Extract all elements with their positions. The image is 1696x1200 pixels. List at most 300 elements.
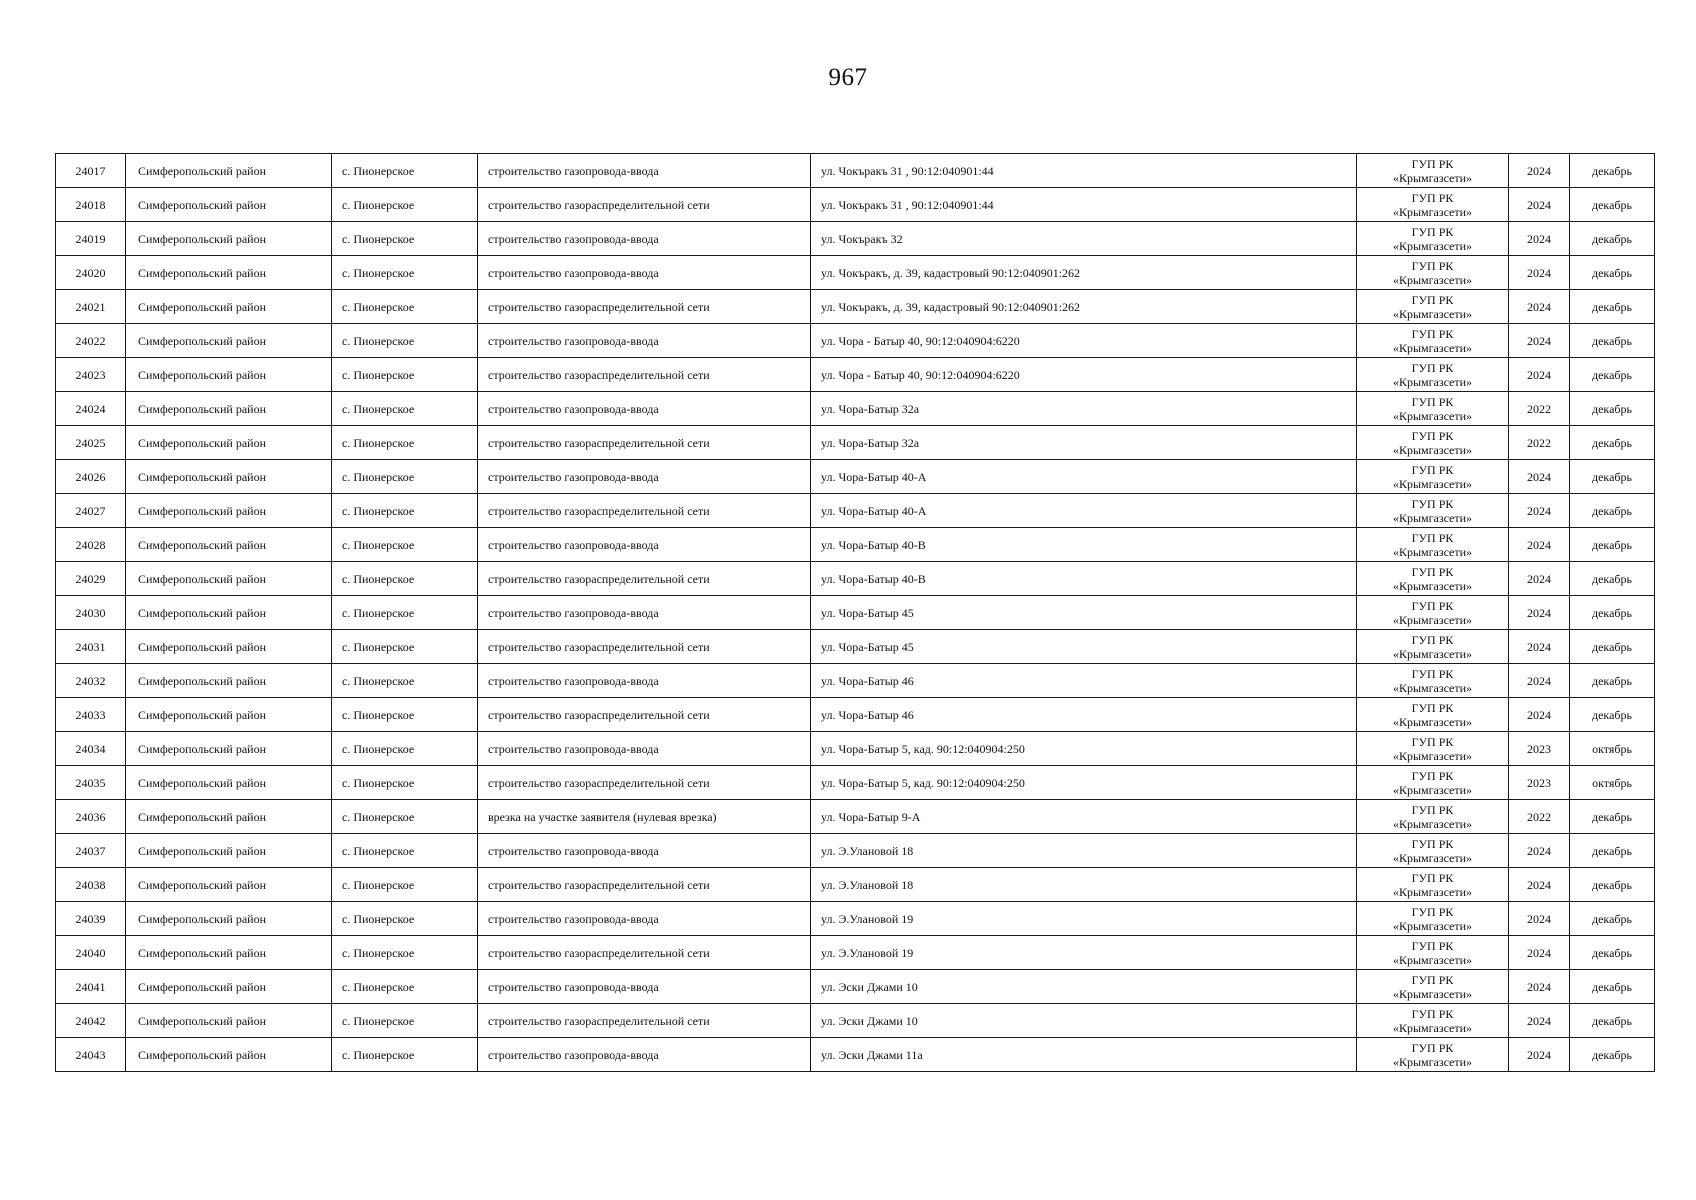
settlement-cell: с. Пионерское	[332, 528, 478, 562]
row-number-cell: 24029	[56, 562, 126, 596]
organization-line-2: «Крымгазсети»	[1392, 884, 1473, 899]
work-type-cell: строительство газопровода-ввода	[478, 970, 811, 1004]
work-type-cell: строительство газораспределительной сети	[478, 1004, 811, 1038]
year-cell: 2024	[1509, 562, 1570, 596]
work-type-cell: строительство газопровода-ввода	[478, 596, 811, 630]
organization-line-2: «Крымгазсети»	[1392, 374, 1473, 389]
address-cell: ул. Чокъракъ 32	[811, 222, 1357, 256]
district-cell: Симферопольский район	[126, 494, 332, 528]
month-cell: декабрь	[1570, 902, 1655, 936]
organization-line-2: «Крымгазсети»	[1392, 544, 1473, 559]
organization-line-2: «Крымгазсети»	[1392, 918, 1473, 933]
work-type-cell: строительство газопровода-ввода	[478, 154, 811, 188]
year-cell: 2024	[1509, 630, 1570, 664]
table-row	[56, 902, 1655, 936]
organization-cell	[1357, 222, 1509, 256]
settlement-cell: с. Пионерское	[332, 460, 478, 494]
month-cell: декабрь	[1570, 460, 1655, 494]
row-number-cell: 24020	[56, 256, 126, 290]
organization-line-2: «Крымгазсети»	[1392, 170, 1473, 185]
work-type-cell: строительство газопровода-ввода	[478, 256, 811, 290]
organization-line-1: ГУП РК	[1411, 734, 1454, 749]
work-type-cell: строительство газопровода-ввода	[478, 222, 811, 256]
row-number-cell: 24042	[56, 1004, 126, 1038]
table-row	[56, 290, 1655, 324]
year-cell: 2024	[1509, 494, 1570, 528]
settlement-cell: с. Пионерское	[332, 358, 478, 392]
district-cell: Симферопольский район	[126, 256, 332, 290]
settlement-cell: с. Пионерское	[332, 630, 478, 664]
organization-line-2: «Крымгазсети»	[1392, 1054, 1473, 1069]
work-type-cell: строительство газопровода-ввода	[478, 392, 811, 426]
settlement-cell: с. Пионерское	[332, 290, 478, 324]
district-cell: Симферопольский район	[126, 562, 332, 596]
work-type-cell: строительство газораспределительной сети	[478, 698, 811, 732]
year-cell: 2022	[1509, 426, 1570, 460]
month-cell: декабрь	[1570, 426, 1655, 460]
district-cell: Симферопольский район	[126, 1004, 332, 1038]
settlement-cell: с. Пионерское	[332, 766, 478, 800]
district-cell: Симферопольский район	[126, 460, 332, 494]
organization-line-2: «Крымгазсети»	[1392, 578, 1473, 593]
organization-line-1: ГУП РК	[1411, 156, 1454, 171]
organization-cell	[1357, 732, 1509, 766]
month-cell: декабрь	[1570, 698, 1655, 732]
organization-cell	[1357, 596, 1509, 630]
month-cell: декабрь	[1570, 630, 1655, 664]
organization-line-2: «Крымгазсети»	[1392, 952, 1473, 967]
organization-cell	[1357, 460, 1509, 494]
year-cell: 2024	[1509, 1004, 1570, 1038]
month-cell: декабрь	[1570, 1004, 1655, 1038]
year-cell: 2024	[1509, 936, 1570, 970]
table-row	[56, 936, 1655, 970]
table-row	[56, 800, 1655, 834]
settlement-cell: с. Пионерское	[332, 800, 478, 834]
row-number-cell: 24038	[56, 868, 126, 902]
work-type-cell: строительство газопровода-ввода	[478, 834, 811, 868]
table-row	[56, 1038, 1655, 1072]
district-cell: Симферопольский район	[126, 290, 332, 324]
row-number-cell: 24040	[56, 936, 126, 970]
settlement-cell: с. Пионерское	[332, 834, 478, 868]
table-row	[56, 664, 1655, 698]
district-cell: Симферопольский район	[126, 426, 332, 460]
address-cell: ул. Чокъракъ, д. 39, кадастровый 90:12:040901:262	[811, 256, 1357, 290]
organization-line-1: ГУП РК	[1411, 462, 1454, 477]
organization-line-1: ГУП РК	[1411, 1040, 1454, 1055]
address-cell: ул. Чора-Батыр 5, кад. 90:12:040904:250	[811, 732, 1357, 766]
organization-line-1: ГУП РК	[1411, 972, 1454, 987]
organization-cell	[1357, 528, 1509, 562]
organization-line-1: ГУП РК	[1411, 700, 1454, 715]
row-number-cell: 24021	[56, 290, 126, 324]
settlement-cell: с. Пионерское	[332, 596, 478, 630]
district-cell: Симферопольский район	[126, 766, 332, 800]
month-cell: декабрь	[1570, 596, 1655, 630]
settlement-cell: с. Пионерское	[332, 324, 478, 358]
month-cell: декабрь	[1570, 188, 1655, 222]
month-cell: декабрь	[1570, 868, 1655, 902]
work-type-cell: строительство газораспределительной сети	[478, 188, 811, 222]
row-number-cell: 24030	[56, 596, 126, 630]
organization-line-2: «Крымгазсети»	[1392, 510, 1473, 525]
row-number-cell: 24018	[56, 188, 126, 222]
table-row	[56, 392, 1655, 426]
year-cell: 2022	[1509, 800, 1570, 834]
work-type-cell: строительство газопровода-ввода	[478, 902, 811, 936]
year-cell: 2024	[1509, 1038, 1570, 1072]
row-number-cell: 24035	[56, 766, 126, 800]
month-cell: декабрь	[1570, 528, 1655, 562]
organization-line-1: ГУП РК	[1411, 496, 1454, 511]
settlement-cell: с. Пионерское	[332, 392, 478, 426]
year-cell: 2024	[1509, 188, 1570, 222]
district-cell: Симферопольский район	[126, 1038, 332, 1072]
gas-works-table	[55, 153, 1655, 1072]
row-number-cell: 24033	[56, 698, 126, 732]
organization-cell	[1357, 800, 1509, 834]
row-number-cell: 24037	[56, 834, 126, 868]
work-type-cell: строительство газораспределительной сети	[478, 494, 811, 528]
settlement-cell: с. Пионерское	[332, 494, 478, 528]
district-cell: Симферопольский район	[126, 154, 332, 188]
year-cell: 2024	[1509, 324, 1570, 358]
address-cell: ул. Чора-Батыр 32а	[811, 392, 1357, 426]
organization-cell	[1357, 358, 1509, 392]
table-row	[56, 188, 1655, 222]
table-row	[56, 494, 1655, 528]
settlement-cell: с. Пионерское	[332, 902, 478, 936]
organization-line-2: «Крымгазсети»	[1392, 476, 1473, 491]
organization-cell	[1357, 188, 1509, 222]
table-row	[56, 256, 1655, 290]
month-cell: декабрь	[1570, 834, 1655, 868]
district-cell: Симферопольский район	[126, 392, 332, 426]
address-cell: ул. Чокъракъ 31 , 90:12:040901:44	[811, 154, 1357, 188]
organization-cell	[1357, 1004, 1509, 1038]
work-type-cell: строительство газопровода-ввода	[478, 324, 811, 358]
organization-line-1: ГУП РК	[1411, 394, 1454, 409]
organization-cell	[1357, 154, 1509, 188]
page-number: 967	[828, 64, 868, 91]
organization-cell	[1357, 256, 1509, 290]
settlement-cell: с. Пионерское	[332, 1004, 478, 1038]
year-cell: 2024	[1509, 290, 1570, 324]
work-type-cell: строительство газораспределительной сети	[478, 868, 811, 902]
organization-cell	[1357, 1038, 1509, 1072]
address-cell: ул. Э.Улановой 18	[811, 868, 1357, 902]
organization-line-1: ГУП РК	[1411, 632, 1454, 647]
district-cell: Симферопольский район	[126, 664, 332, 698]
organization-line-2: «Крымгазсети»	[1392, 306, 1473, 321]
year-cell: 2024	[1509, 596, 1570, 630]
month-cell: декабрь	[1570, 664, 1655, 698]
table-row	[56, 222, 1655, 256]
year-cell: 2024	[1509, 834, 1570, 868]
organization-line-1: ГУП РК	[1411, 870, 1454, 885]
settlement-cell: с. Пионерское	[332, 970, 478, 1004]
year-cell: 2024	[1509, 154, 1570, 188]
organization-line-1: ГУП РК	[1411, 938, 1454, 953]
work-type-cell: строительство газопровода-ввода	[478, 460, 811, 494]
district-cell: Симферопольский район	[126, 528, 332, 562]
settlement-cell: с. Пионерское	[332, 154, 478, 188]
organization-line-2: «Крымгазсети»	[1392, 748, 1473, 763]
address-cell: ул. Чора-Батыр 40-А	[811, 460, 1357, 494]
month-cell: декабрь	[1570, 800, 1655, 834]
district-cell: Симферопольский район	[126, 868, 332, 902]
organization-line-1: ГУП РК	[1411, 292, 1454, 307]
settlement-cell: с. Пионерское	[332, 188, 478, 222]
table-row	[56, 630, 1655, 664]
month-cell: октябрь	[1570, 732, 1655, 766]
organization-cell	[1357, 426, 1509, 460]
work-type-cell: врезка на участке заявителя (нулевая врезка)	[478, 800, 811, 834]
district-cell: Симферопольский район	[126, 188, 332, 222]
district-cell: Симферопольский район	[126, 698, 332, 732]
district-cell: Симферопольский район	[126, 222, 332, 256]
row-number-cell: 24025	[56, 426, 126, 460]
work-type-cell: строительство газопровода-ввода	[478, 664, 811, 698]
settlement-cell: с. Пионерское	[332, 936, 478, 970]
organization-line-2: «Крымгазсети»	[1392, 646, 1473, 661]
address-cell: ул. Чора-Батыр 32а	[811, 426, 1357, 460]
table-row	[56, 1004, 1655, 1038]
organization-line-1: ГУП РК	[1411, 666, 1454, 681]
organization-line-1: ГУП РК	[1411, 360, 1454, 375]
organization-line-2: «Крымгазсети»	[1392, 1020, 1473, 1035]
address-cell: ул. Чора-Батыр 46	[811, 664, 1357, 698]
district-cell: Симферопольский район	[126, 800, 332, 834]
month-cell: декабрь	[1570, 494, 1655, 528]
work-type-cell: строительство газораспределительной сети	[478, 766, 811, 800]
gas-works-table-container	[55, 153, 1654, 1072]
month-cell: октябрь	[1570, 766, 1655, 800]
organization-cell	[1357, 970, 1509, 1004]
organization-cell	[1357, 902, 1509, 936]
district-cell: Симферопольский район	[126, 902, 332, 936]
address-cell: ул. Чора-Батыр 46	[811, 698, 1357, 732]
settlement-cell: с. Пионерское	[332, 256, 478, 290]
organization-line-2: «Крымгазсети»	[1392, 782, 1473, 797]
district-cell: Симферопольский район	[126, 970, 332, 1004]
settlement-cell: с. Пионерское	[332, 426, 478, 460]
settlement-cell: с. Пионерское	[332, 1038, 478, 1072]
organization-line-2: «Крымгазсети»	[1392, 986, 1473, 1001]
year-cell: 2024	[1509, 460, 1570, 494]
month-cell: декабрь	[1570, 562, 1655, 596]
organization-line-1: ГУП РК	[1411, 836, 1454, 851]
row-number-cell: 24028	[56, 528, 126, 562]
address-cell: ул. Чора-Батыр 40-В	[811, 562, 1357, 596]
address-cell: ул. Чора-Батыр 9-А	[811, 800, 1357, 834]
address-cell: ул. Чора-Батыр 45	[811, 596, 1357, 630]
address-cell: ул. Эски Джами 10	[811, 1004, 1357, 1038]
organization-line-2: «Крымгазсети»	[1392, 340, 1473, 355]
row-number-cell: 24017	[56, 154, 126, 188]
month-cell: декабрь	[1570, 970, 1655, 1004]
organization-line-1: ГУП РК	[1411, 258, 1454, 273]
address-cell: ул. Чора - Батыр 40, 90:12:040904:6220	[811, 324, 1357, 358]
work-type-cell: строительство газопровода-ввода	[478, 528, 811, 562]
year-cell: 2022	[1509, 392, 1570, 426]
table-row	[56, 970, 1655, 1004]
organization-cell	[1357, 324, 1509, 358]
organization-cell	[1357, 562, 1509, 596]
month-cell: декабрь	[1570, 324, 1655, 358]
row-number-cell: 24019	[56, 222, 126, 256]
row-number-cell: 24027	[56, 494, 126, 528]
organization-cell	[1357, 290, 1509, 324]
table-row	[56, 426, 1655, 460]
organization-line-1: ГУП РК	[1411, 326, 1454, 341]
month-cell: декабрь	[1570, 1038, 1655, 1072]
row-number-cell: 24023	[56, 358, 126, 392]
month-cell: декабрь	[1570, 222, 1655, 256]
year-cell: 2024	[1509, 256, 1570, 290]
organization-line-2: «Крымгазсети»	[1392, 204, 1473, 219]
row-number-cell: 24036	[56, 800, 126, 834]
table-row	[56, 868, 1655, 902]
row-number-cell: 24039	[56, 902, 126, 936]
settlement-cell: с. Пионерское	[332, 732, 478, 766]
organization-line-2: «Крымгазсети»	[1392, 680, 1473, 695]
organization-line-1: ГУП РК	[1411, 224, 1454, 239]
work-type-cell: строительство газопровода-ввода	[478, 732, 811, 766]
year-cell: 2023	[1509, 732, 1570, 766]
year-cell: 2024	[1509, 868, 1570, 902]
month-cell: декабрь	[1570, 358, 1655, 392]
year-cell: 2024	[1509, 902, 1570, 936]
table-row	[56, 698, 1655, 732]
district-cell: Симферопольский район	[126, 630, 332, 664]
table-row	[56, 154, 1655, 188]
year-cell: 2024	[1509, 528, 1570, 562]
row-number-cell: 24043	[56, 1038, 126, 1072]
organization-line-2: «Крымгазсети»	[1392, 714, 1473, 729]
table-body	[56, 154, 1655, 1072]
year-cell: 2024	[1509, 358, 1570, 392]
organization-line-1: ГУП РК	[1411, 190, 1454, 205]
work-type-cell: строительство газораспределительной сети	[478, 562, 811, 596]
table-row	[56, 766, 1655, 800]
organization-line-2: «Крымгазсети»	[1392, 850, 1473, 865]
year-cell: 2023	[1509, 766, 1570, 800]
organization-cell	[1357, 392, 1509, 426]
address-cell: ул. Эски Джами 11а	[811, 1038, 1357, 1072]
table-row	[56, 834, 1655, 868]
month-cell: декабрь	[1570, 290, 1655, 324]
row-number-cell: 24041	[56, 970, 126, 1004]
year-cell: 2024	[1509, 664, 1570, 698]
organization-cell	[1357, 664, 1509, 698]
table-row	[56, 460, 1655, 494]
address-cell: ул. Чора-Батыр 40-В	[811, 528, 1357, 562]
settlement-cell: с. Пионерское	[332, 698, 478, 732]
address-cell: ул. Чора-Батыр 5, кад. 90:12:040904:250	[811, 766, 1357, 800]
settlement-cell: с. Пионерское	[332, 562, 478, 596]
organization-line-1: ГУП РК	[1411, 530, 1454, 545]
year-cell: 2024	[1509, 698, 1570, 732]
month-cell: декабрь	[1570, 936, 1655, 970]
address-cell: ул. Чокъракъ, д. 39, кадастровый 90:12:040901:262	[811, 290, 1357, 324]
organization-cell	[1357, 630, 1509, 664]
address-cell: ул. Чора-Батыр 40-А	[811, 494, 1357, 528]
address-cell: ул. Чора-Батыр 45	[811, 630, 1357, 664]
address-cell: ул. Эски Джами 10	[811, 970, 1357, 1004]
organization-cell	[1357, 494, 1509, 528]
district-cell: Симферопольский район	[126, 324, 332, 358]
settlement-cell: с. Пионерское	[332, 664, 478, 698]
work-type-cell: строительство газораспределительной сети	[478, 630, 811, 664]
organization-line-2: «Крымгазсети»	[1392, 816, 1473, 831]
address-cell: ул. Чора - Батыр 40, 90:12:040904:6220	[811, 358, 1357, 392]
district-cell: Симферопольский район	[126, 596, 332, 630]
organization-line-1: ГУП РК	[1411, 598, 1454, 613]
organization-line-2: «Крымгазсети»	[1392, 612, 1473, 627]
organization-cell	[1357, 936, 1509, 970]
work-type-cell: строительство газораспределительной сети	[478, 358, 811, 392]
year-cell: 2024	[1509, 970, 1570, 1004]
month-cell: декабрь	[1570, 256, 1655, 290]
organization-line-2: «Крымгазсети»	[1392, 272, 1473, 287]
table-row	[56, 358, 1655, 392]
organization-line-1: ГУП РК	[1411, 428, 1454, 443]
organization-cell	[1357, 868, 1509, 902]
address-cell: ул. Э.Улановой 18	[811, 834, 1357, 868]
address-cell: ул. Э.Улановой 19	[811, 936, 1357, 970]
organization-line-1: ГУП РК	[1411, 802, 1454, 817]
organization-cell	[1357, 834, 1509, 868]
work-type-cell: строительство газораспределительной сети	[478, 426, 811, 460]
district-cell: Симферопольский район	[126, 358, 332, 392]
district-cell: Симферопольский район	[126, 834, 332, 868]
district-cell: Симферопольский район	[126, 732, 332, 766]
address-cell: ул. Чокъракъ 31 , 90:12:040901:44	[811, 188, 1357, 222]
organization-line-1: ГУП РК	[1411, 768, 1454, 783]
row-number-cell: 24032	[56, 664, 126, 698]
organization-line-2: «Крымгазсети»	[1392, 238, 1473, 253]
row-number-cell: 24024	[56, 392, 126, 426]
table-row	[56, 324, 1655, 358]
row-number-cell: 24026	[56, 460, 126, 494]
table-row	[56, 528, 1655, 562]
organization-line-1: ГУП РК	[1411, 904, 1454, 919]
table-row	[56, 562, 1655, 596]
organization-line-2: «Крымгазсети»	[1392, 442, 1473, 457]
table-row	[56, 596, 1655, 630]
row-number-cell: 24034	[56, 732, 126, 766]
organization-cell	[1357, 698, 1509, 732]
year-cell: 2024	[1509, 222, 1570, 256]
settlement-cell: с. Пионерское	[332, 868, 478, 902]
work-type-cell: строительство газораспределительной сети	[478, 936, 811, 970]
organization-line-1: ГУП РК	[1411, 564, 1454, 579]
month-cell: декабрь	[1570, 154, 1655, 188]
address-cell: ул. Э.Улановой 19	[811, 902, 1357, 936]
district-cell: Симферопольский район	[126, 936, 332, 970]
organization-line-2: «Крымгазсети»	[1392, 408, 1473, 423]
organization-line-1: ГУП РК	[1411, 1006, 1454, 1021]
month-cell: декабрь	[1570, 392, 1655, 426]
settlement-cell: с. Пионерское	[332, 222, 478, 256]
work-type-cell: строительство газопровода-ввода	[478, 1038, 811, 1072]
work-type-cell: строительство газораспределительной сети	[478, 290, 811, 324]
table-row	[56, 732, 1655, 766]
organization-cell	[1357, 766, 1509, 800]
row-number-cell: 24031	[56, 630, 126, 664]
